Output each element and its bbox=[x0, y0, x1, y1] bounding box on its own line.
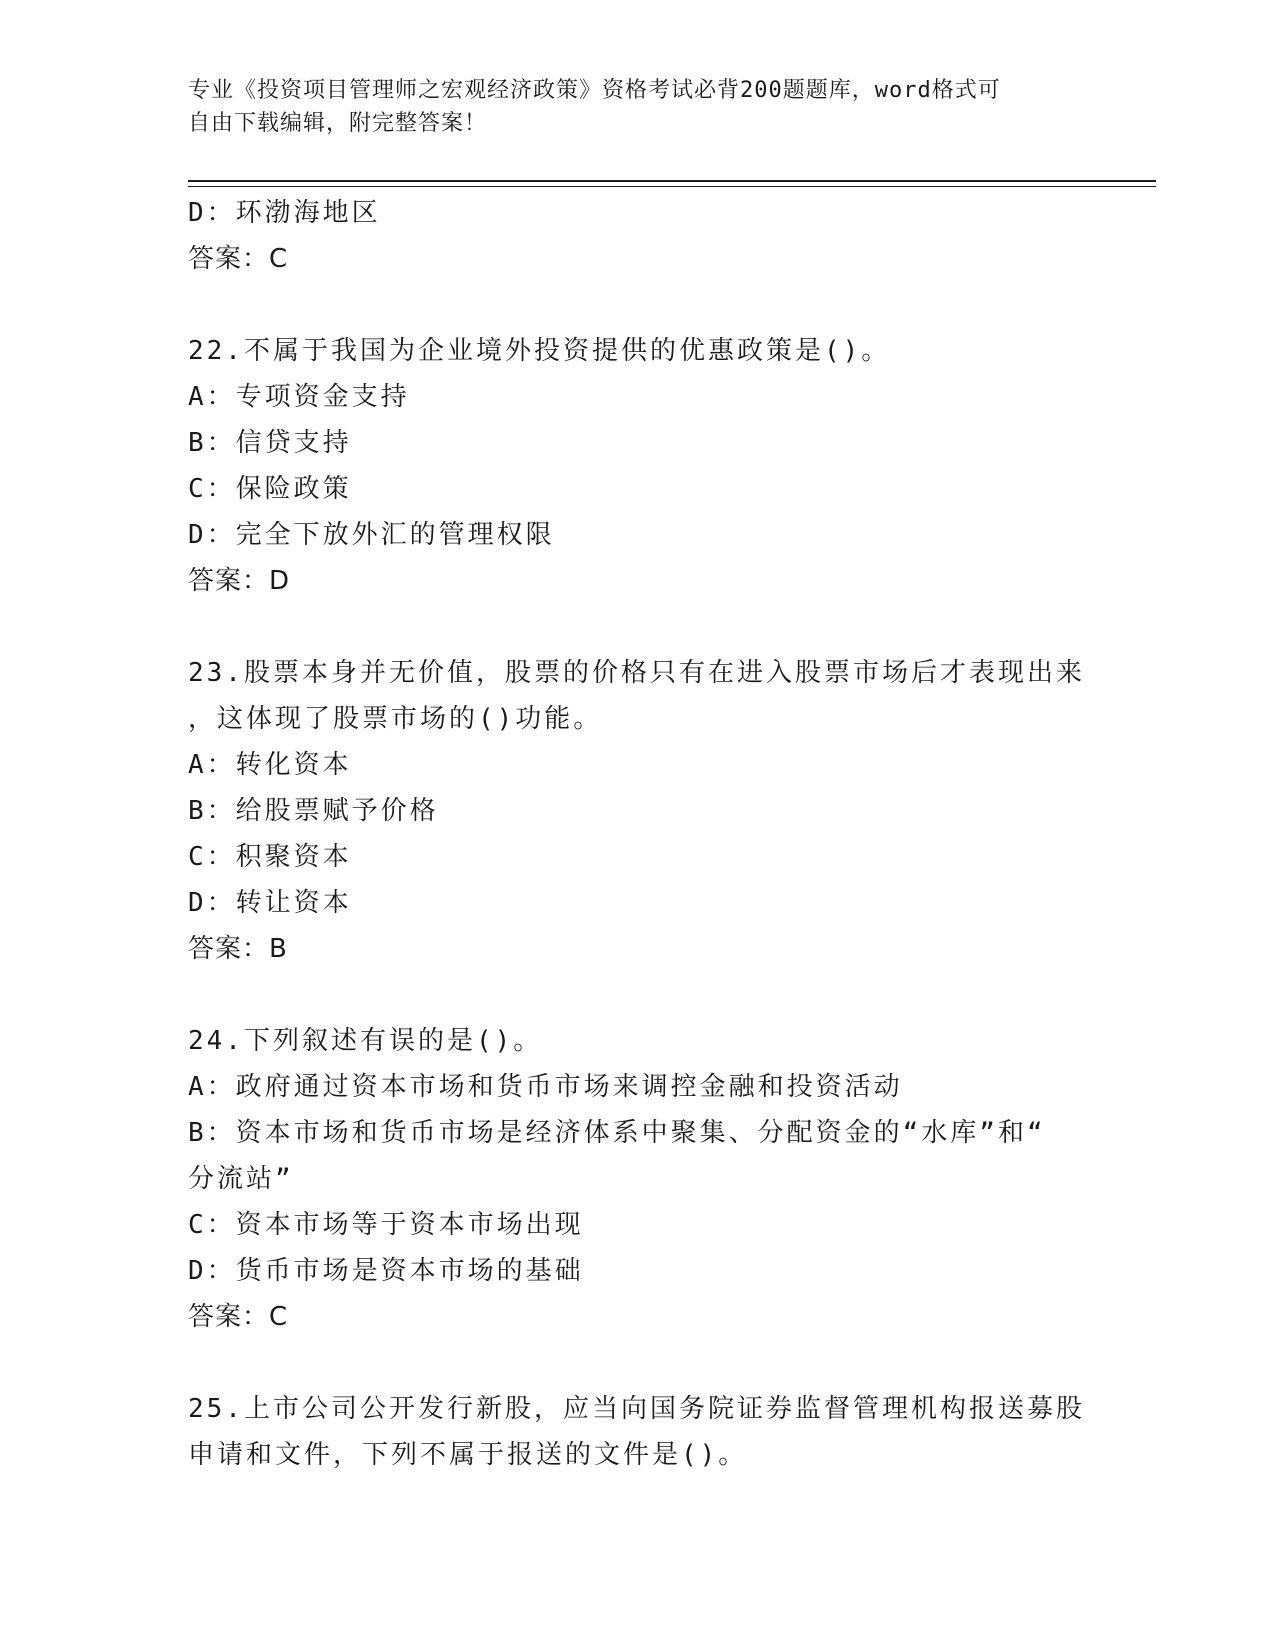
question-23-option-d: D：转让资本 bbox=[188, 888, 352, 918]
question-22-option-d: D：完全下放外汇的管理权限 bbox=[188, 520, 555, 550]
question-22-option-a: A：专项资金支持 bbox=[188, 382, 410, 412]
question-23-option-b: B：给股票赋予价格 bbox=[188, 796, 439, 826]
spacer bbox=[188, 604, 1088, 650]
spacer bbox=[188, 1340, 1088, 1386]
question-24-option-a: A：政府通过资本市场和货币市场来调控金融和投资活动 bbox=[188, 1072, 903, 1102]
question-24-option-c: C：资本市场等于资本市场出现 bbox=[188, 1210, 584, 1240]
question-25-stem-line-1: 25.上市公司公开发行新股，应当向国务院证券监督管理机构报送募股 bbox=[188, 1394, 1085, 1424]
question-22-answer: 答案：D bbox=[188, 566, 291, 596]
spacer bbox=[188, 282, 1088, 328]
question-23-option-c: C：积聚资本 bbox=[188, 842, 352, 872]
question-24-option-b-continued: 分流站” bbox=[188, 1164, 294, 1194]
question-23-option-a: A：转化资本 bbox=[188, 750, 352, 780]
question-23-stem-line-2: ，这体现了股票市场的()功能。 bbox=[188, 704, 603, 734]
page-header bbox=[188, 74, 1088, 140]
header-line-1: 专业《投资项目管理师之宏观经济政策》资格考试必背200题题库，word格式可 bbox=[188, 78, 1001, 103]
question-23-answer: 答案：B bbox=[188, 934, 288, 964]
question-24-option-b: B：资本市场和货币市场是经济体系中聚集、分配资金的“水库”和“ bbox=[188, 1118, 1046, 1148]
question-22-stem: 22.不属于我国为企业境外投资提供的优惠政策是()。 bbox=[188, 336, 891, 366]
question-25-stem-line-2: 申请和文件，下列不属于报送的文件是()。 bbox=[188, 1440, 748, 1470]
question-24-answer: 答案：C bbox=[188, 1302, 289, 1332]
option-d: D：环渤海地区 bbox=[188, 198, 381, 228]
question-22-option-b: B：信贷支持 bbox=[188, 428, 352, 458]
question-23-stem-line-1: 23.股票本身并无价值，股票的价格只有在进入股票市场后才表现出来 bbox=[188, 658, 1085, 688]
question-24-stem: 24.下列叙述有误的是()。 bbox=[188, 1026, 543, 1056]
question-content bbox=[188, 190, 1088, 1478]
answer: 答案：C bbox=[188, 244, 289, 274]
header-divider bbox=[188, 180, 1156, 187]
header-line-2: 自由下载编辑，附完整答案！ bbox=[188, 111, 488, 136]
spacer bbox=[188, 972, 1088, 1018]
question-22-option-c: C：保险政策 bbox=[188, 474, 352, 504]
question-24-option-d: D：货币市场是资本市场的基础 bbox=[188, 1256, 584, 1286]
